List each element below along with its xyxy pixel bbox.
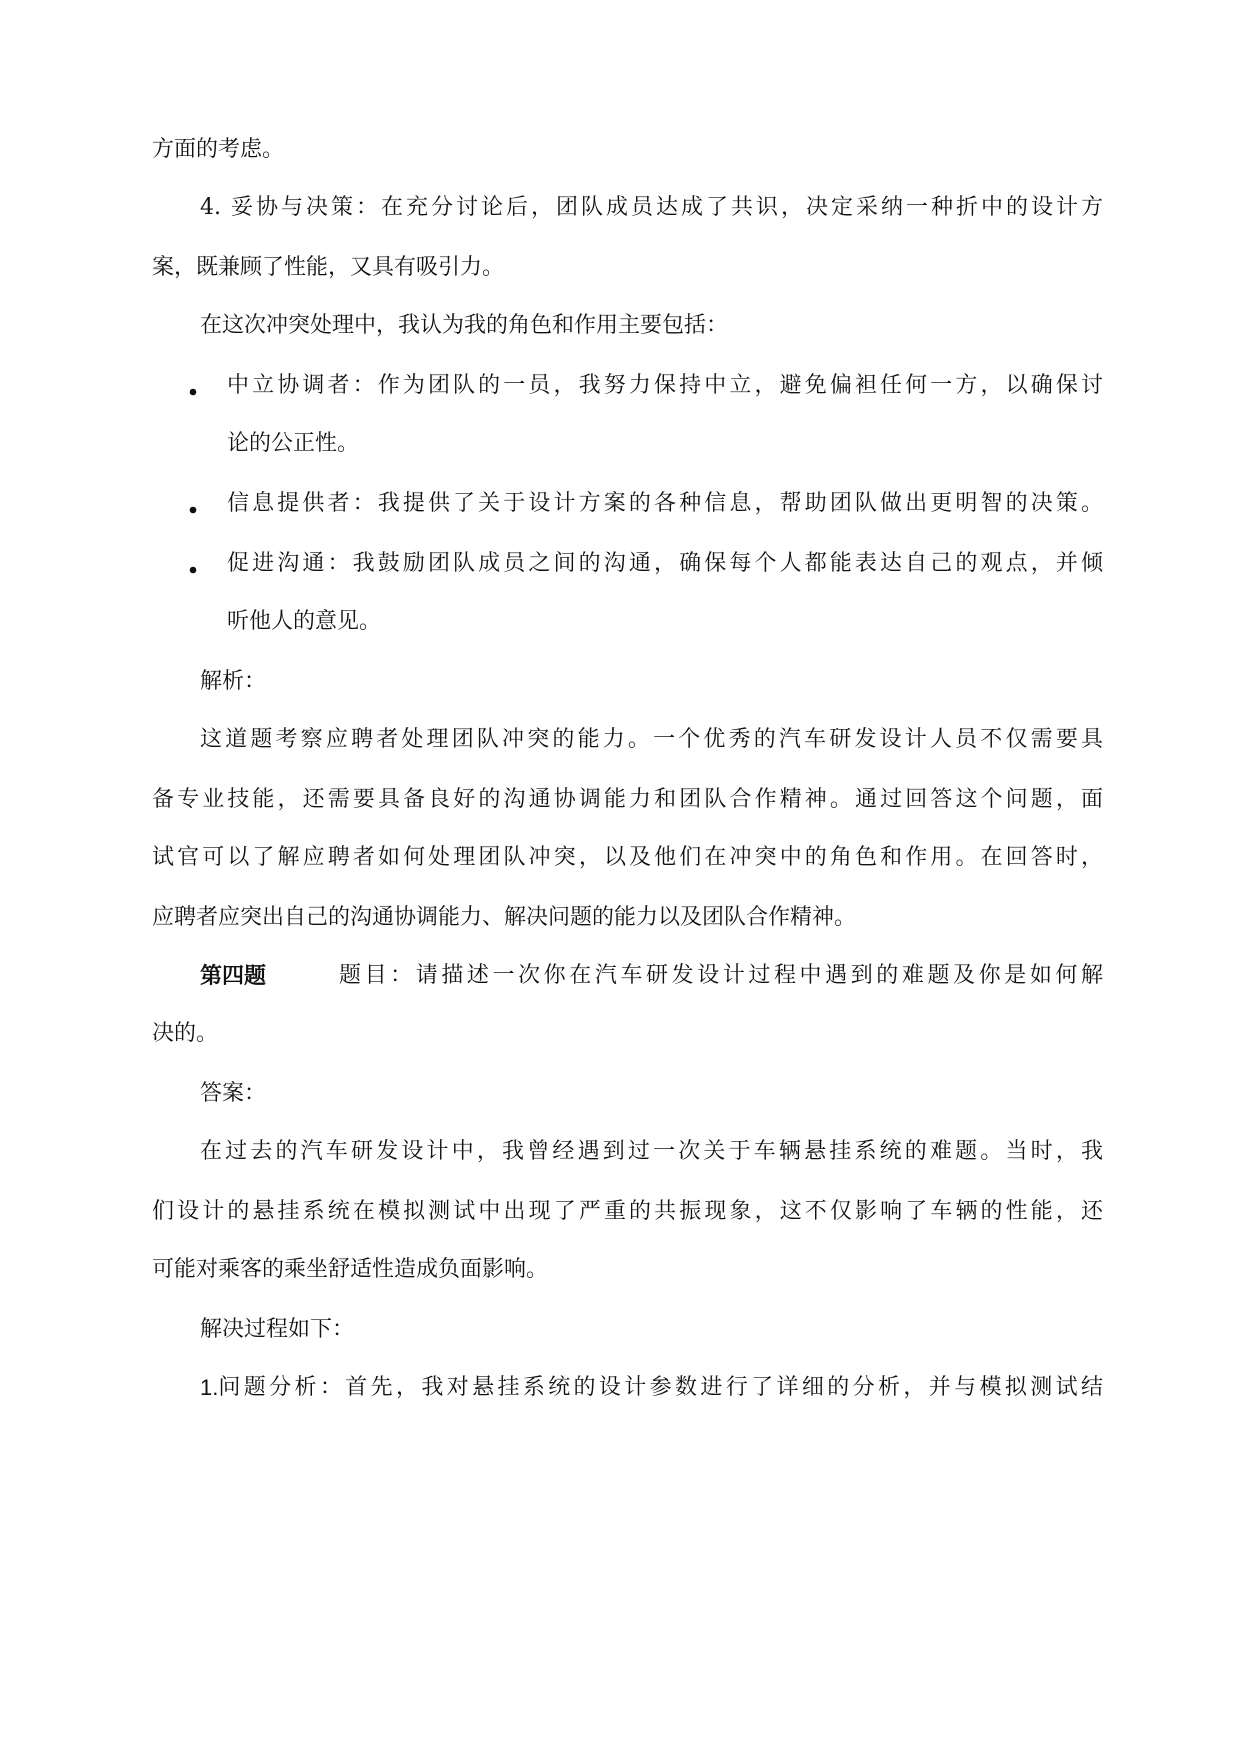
paragraph-line: 案，既兼顾了性能，又具有吸引力。: [152, 255, 505, 280]
numbered-item: [200, 1372, 1103, 1404]
list-item: 信息提供者：我提供了关于设计方案的各种信息，帮助团队做出更明智的决策。: [227, 491, 1103, 516]
paragraph-line: 们设计的悬挂系统在模拟测试中出现了严重的共振现象，这不仅影响了车辆的性能，还: [152, 1199, 1103, 1224]
list-item: 中立协调者：作为团队的一员，我努力保持中立，避免偏袒任何一方，以确保讨: [227, 373, 1103, 398]
paragraph-line: 这道题考察应聘者处理团队冲突的能力。一个优秀的汽车研发设计人员不仅需要具: [200, 727, 1103, 752]
bullet-icon: [190, 389, 197, 396]
paragraph-line: 应聘者应突出自己的沟通协调能力、解决问题的能力以及团队合作精神。: [152, 905, 857, 930]
paragraph-line: 在过去的汽车研发设计中，我曾经遇到过一次关于车辆悬挂系统的难题。当时，我: [200, 1139, 1103, 1164]
list-item-continued: 听他人的意见。: [227, 609, 382, 634]
question-text: 题目：请描述一次你在汽车研发设计过程中遇到的难题及你是如何解: [339, 963, 1103, 988]
item-number: 1.: [200, 1375, 219, 1400]
paragraph-line: 可能对乘客的乘坐舒适性造成负面影响。: [152, 1257, 549, 1282]
paragraph-line: 4. 妥协与决策：在充分讨论后，团队成员达成了共识，决定采纳一种折中的设计方: [200, 195, 1103, 220]
bullet-icon: [190, 507, 197, 514]
question-heading: 第四题: [200, 963, 267, 989]
bullet-icon: [190, 567, 197, 574]
paragraph-line: 决的。: [152, 1021, 219, 1046]
paragraph-line: 在这次冲突处理中，我认为我的角色和作用主要包括：: [200, 313, 729, 338]
section-label: 解决过程如下：: [200, 1317, 355, 1342]
paragraph-line: 试官可以了解应聘者如何处理团队冲突，以及他们在冲突中的角色和作用。在回答时，: [152, 845, 1103, 870]
section-label: 答案：: [200, 1081, 267, 1106]
paragraph-line: 备专业技能，还需要具备良好的沟通协调能力和团队合作精神。通过回答这个问题，面: [152, 787, 1103, 812]
paragraph-line: 方面的考虑。: [152, 137, 285, 162]
list-item: 促进沟通：我鼓励团队成员之间的沟通，确保每个人都能表达自己的观点，并倾: [227, 551, 1103, 576]
item-text: 问题分析：首先，我对悬挂系统的设计参数进行了详细的分析，并与模拟测试结: [218, 1375, 1103, 1400]
list-item-continued: 论的公正性。: [227, 431, 360, 456]
section-label: 解析：: [200, 669, 267, 694]
